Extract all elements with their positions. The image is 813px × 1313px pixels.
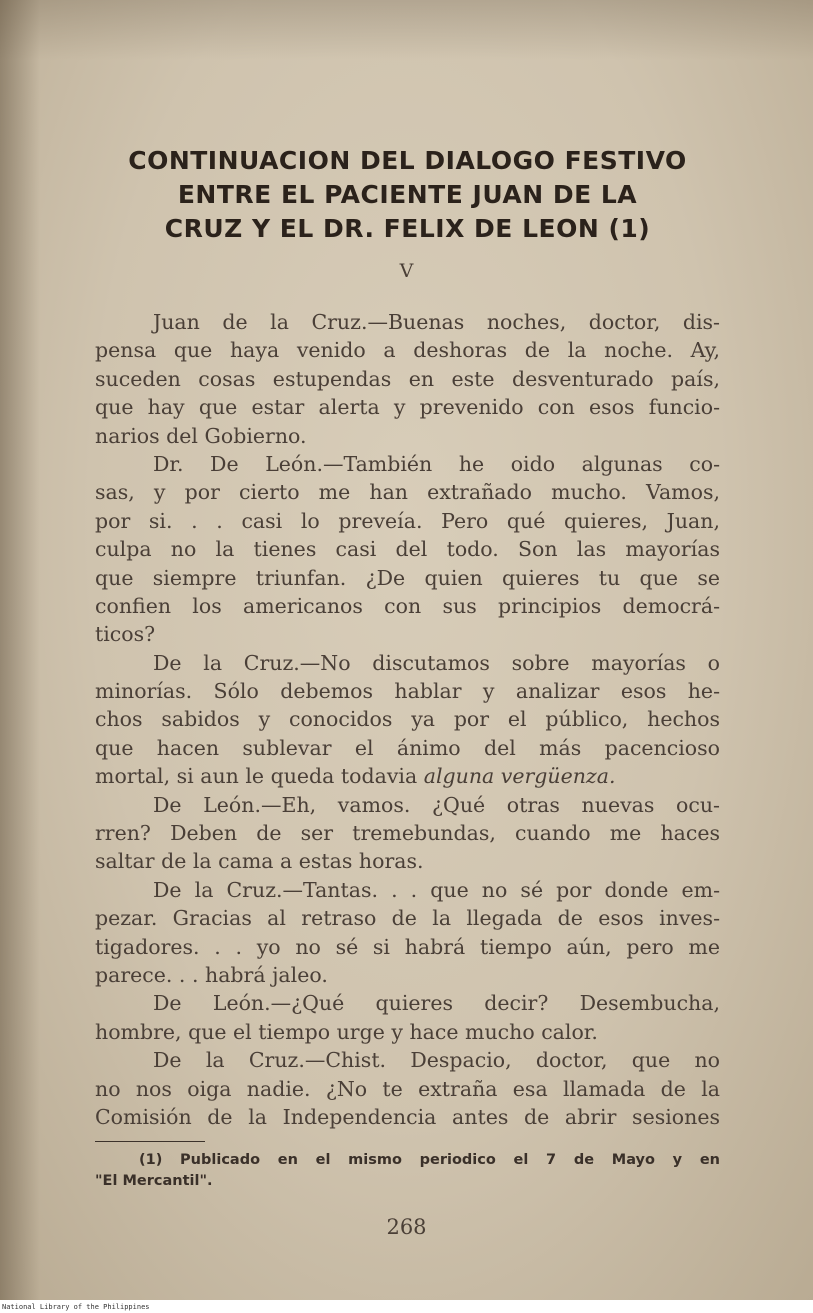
text-line: rren? Deben de ser tremebundas, cuando me haces	[95, 821, 720, 846]
page-title	[95, 144, 720, 246]
text-line: De la Cruz.—Chist. Despacio, doctor, que no	[153, 1048, 720, 1073]
text-line: sas, y por cierto me han extrañado mucho. Vamos,	[95, 480, 720, 505]
title-line: CONTINUACION DEL DIALOGO FESTIVO	[128, 146, 687, 175]
text-line: chos sabidos y conocidos ya por el público, hechos	[95, 707, 720, 732]
text-line: De León.—¿Qué quieres decir? Desembucha,	[153, 991, 720, 1016]
title-line: CRUZ Y EL DR. FELIX DE LEON (1)	[164, 214, 651, 243]
text-line: que hacen sublevar el ánimo del más pacencioso	[95, 735, 720, 760]
text-line: confien los americanos con sus principios democrá-	[95, 593, 720, 618]
text-line	[95, 762, 720, 790]
text-line: que hay que estar alerta y prevenido con esos funcio-	[95, 395, 720, 420]
text-line: Dr. De León.—También he oido algunas co-	[153, 451, 720, 476]
text-line: Comisión de la Independencia antes de abrir sesiones	[95, 1104, 720, 1129]
footnote	[95, 1150, 720, 1192]
footnote-line: "El Mercantil".	[95, 1173, 213, 1189]
text-line: De León.—Eh, vamos. ¿Qué otras nuevas ocu-	[153, 792, 720, 817]
text-line: parece. . . habrá jaleo.	[95, 962, 328, 987]
text-line: no nos oiga nadie. ¿No te extraña esa llamada de la	[95, 1076, 720, 1101]
text-line: pezar. Gracias al retraso de la llegada de esos inves-	[95, 906, 720, 931]
page-edge-shadow	[0, 0, 40, 1300]
library-credit: National Library of the Philippines	[2, 1303, 150, 1311]
text-line: narios del Gobierno.	[95, 423, 307, 448]
text-line: suceden cosas estupendas en este desventurado país,	[95, 366, 720, 391]
body-text	[95, 308, 720, 1131]
italic-phrase: alguna vergüenza.	[423, 764, 616, 789]
footnote-divider	[95, 1141, 205, 1142]
text-line: De la Cruz.—No discutamos sobre mayorías o	[153, 650, 720, 675]
text-line: culpa no la tienes casi del todo. Son las mayorías	[95, 537, 720, 562]
text-line: tigadores. . . yo no sé si habrá tiempo aún, pero me	[95, 934, 720, 959]
text-line: Juan de la Cruz.—Buenas noches, doctor, dis-	[153, 310, 720, 334]
text-line: saltar de la cama a estas horas.	[95, 849, 424, 874]
section-number: V	[399, 260, 414, 282]
text-line: pensa que haya venido a deshoras de la noche. Ay,	[95, 338, 720, 363]
footnote-line: (1) Publicado en el mismo periodico el 7 de Mayo y en	[139, 1152, 720, 1168]
text-line: que siempre triunfan. ¿De quien quieres tu que se	[95, 565, 720, 590]
text-line: ticos?	[95, 622, 156, 647]
text-line: De la Cruz.—Tantas. . . que no sé por donde em-	[153, 877, 720, 902]
text-line: minorías. Sólo debemos hablar y analizar esos he-	[95, 679, 720, 704]
page-top-shadow	[0, 0, 813, 60]
text-segment: mortal, si aun le queda todavia	[95, 764, 418, 789]
title-line: ENTRE EL PACIENTE JUAN DE LA	[177, 180, 638, 209]
text-line: hombre, que el tiempo urge y hace mucho calor.	[95, 1019, 598, 1044]
page-number: 268	[386, 1215, 427, 1239]
text-line: por si. . . casi lo preveía. Pero qué quieres, Juan,	[95, 508, 720, 533]
